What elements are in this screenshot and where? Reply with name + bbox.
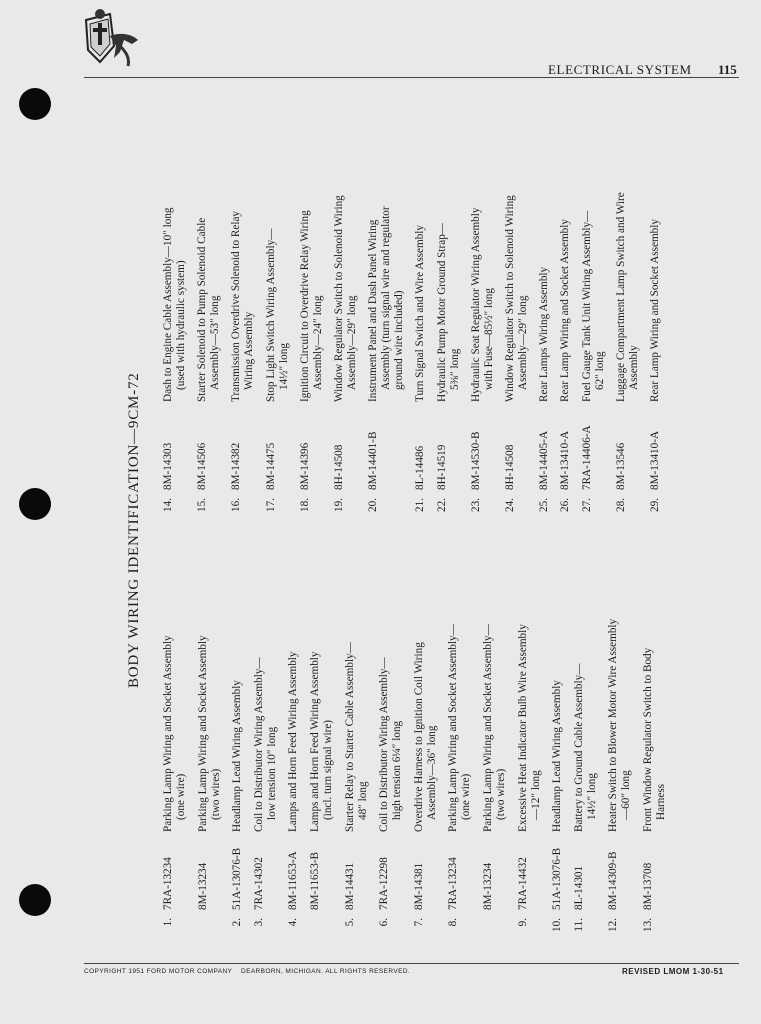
description-line: Parking Lamp Wiring and Socket Assembly—	[482, 624, 494, 832]
part-description	[196, 218, 222, 402]
copyright-notice: COPYRIGHT 1951 FORD MOTOR COMPANY DEARBORN, MICHIGAN. ALL RIGHTS RESERVED.	[84, 968, 411, 975]
description-line: Fuel Gauge Tank Unit Wiring Assembly—	[580, 210, 593, 402]
description-line: Hydraulic Pump Motor Ground Strap—	[435, 223, 448, 402]
part-description	[642, 648, 668, 832]
section-title: ELECTRICAL SYSTEM	[548, 62, 692, 77]
part-number: 8H-14519	[435, 444, 448, 490]
description-line: Coil to Distributor Wiring Assembly—	[252, 657, 265, 832]
description-line: Headlamp Lead Wiring Assembly	[551, 680, 564, 832]
entry-number: 23.	[469, 498, 482, 512]
crest-logo	[80, 6, 142, 70]
description-line: Headlamp Lead Wiring Assembly	[231, 680, 244, 832]
entry-number: 26.	[559, 498, 572, 512]
entry-number: 14.	[162, 498, 174, 512]
part-number: 8M-13546	[614, 442, 627, 490]
description-line: Ignition Circuit to Overdrive Relay Wiring	[298, 210, 311, 402]
description-line: Assembly—24″ long	[311, 295, 324, 390]
description-line: Overdrive Harness to Ignition Coil Wiring	[412, 642, 425, 832]
entry-number: 9.	[516, 918, 529, 927]
part-description	[538, 267, 551, 402]
part-description	[230, 211, 256, 402]
description-line: Luggage Compartment Lamp Switch and Wire	[614, 192, 627, 402]
part-description	[287, 652, 300, 833]
description-line: Wiring Assembly	[243, 311, 256, 390]
part-description	[333, 195, 359, 402]
description-line: low tension 10″ long	[265, 726, 278, 820]
entry-number: 7.	[412, 918, 425, 927]
description-line: (used with hydraulic system)	[175, 260, 187, 390]
part-number: 51A-13076-B	[231, 847, 244, 910]
description-line: Turn Signal Switch and Wire Assembly	[414, 225, 427, 402]
description-line: Dash to Engine Cable Assembly—10″ long	[162, 207, 174, 402]
part-number: 8M-11653-B	[309, 851, 321, 910]
description-line: Assembly—29″ long	[346, 295, 358, 390]
description-line: 62″ long	[593, 351, 606, 390]
description-line: Heater Switch to Blower Motor Wire Assembly	[607, 618, 620, 832]
part-number: 8M-13708	[642, 862, 654, 910]
part-number: 7RA-14302	[252, 857, 265, 910]
part-number: 8H-14508	[333, 444, 345, 490]
part-number: 8M-14405-A	[538, 430, 551, 490]
part-description	[517, 624, 543, 832]
entry-number: 1.	[162, 918, 174, 927]
entry-number: 6.	[378, 918, 391, 927]
part-description	[649, 219, 662, 402]
part-number: 8L-14486	[414, 445, 427, 490]
part-number: 8M-14309-B	[607, 851, 620, 910]
entry-number: 13.	[642, 918, 654, 932]
part-number: 8M-13234	[482, 862, 494, 910]
description-line: Assembly—29″ long	[517, 295, 529, 390]
part-number: 7RA-12298	[378, 857, 391, 910]
description-line: Stop Light Switch Wiring Assembly—	[264, 228, 277, 402]
description-line: 14½″ long	[585, 773, 598, 820]
description-line: Parking Lamp Wiring and Socket Assembly—	[447, 624, 460, 832]
entry-number: 24.	[504, 498, 516, 512]
part-description	[378, 657, 404, 832]
part-description	[559, 219, 572, 402]
part-description	[607, 619, 633, 832]
punch-hole-top	[19, 88, 51, 120]
part-number: 8M-14401-B	[367, 431, 380, 490]
part-number: 8M-14381	[412, 862, 425, 910]
description-line: Starter Relay to Starter Cable Assembly—	[343, 642, 356, 832]
description-line: Assembly	[627, 345, 640, 390]
part-number: 8M-13410-A	[649, 430, 661, 490]
part-description	[265, 229, 291, 402]
entry-number: 19.	[333, 498, 345, 512]
entry-number: 18.	[298, 498, 311, 512]
description-line: Parking Lamp Wiring and Socket Assembly	[196, 635, 209, 832]
entry-number: 16.	[230, 498, 243, 512]
entry-number: 3.	[252, 918, 265, 927]
entry-number: 2.	[231, 918, 244, 927]
part-number: 7RA-13234	[447, 857, 460, 910]
document-title: BODY WIRING IDENTIFICATION—9CM-72	[126, 372, 142, 688]
part-description	[344, 642, 370, 832]
description-line: Assembly—36″ long	[425, 725, 438, 820]
entry-number: 8.	[447, 918, 460, 927]
entry-number: 28.	[614, 498, 627, 512]
entry-number: 22.	[435, 498, 448, 512]
part-description	[504, 195, 530, 402]
description-line: Excessive Heat Indicator Bulb Wire Assembly	[516, 624, 529, 832]
part-description	[615, 192, 641, 402]
description-line: Starter Solenoid to Pump Solenoid Cable	[196, 217, 209, 402]
part-number: 51A-13076-B	[551, 847, 564, 910]
punch-hole-middle	[19, 488, 51, 520]
entry-number: 4.	[287, 918, 300, 927]
part-number: 8M-14530-B	[469, 431, 482, 490]
description-line: Front Window Regulator Switch to Body	[642, 647, 654, 832]
description-line: Rear Lamp Wiring and Socket Assembly	[649, 219, 661, 402]
description-line: Battery to Ground Cable Assembly—	[572, 663, 585, 832]
part-number: 8M-14303	[162, 442, 174, 490]
entry-number: 10.	[551, 918, 564, 932]
entry-number: 29.	[649, 498, 661, 512]
part-number: 8M-14431	[343, 862, 356, 910]
part-number: 7RA-14406-A	[580, 425, 593, 490]
entry-number: 17.	[264, 498, 277, 512]
part-number: 8M-14475	[264, 442, 277, 490]
description-line: Window Regulator Switch to Solenoid Wiring	[504, 195, 516, 402]
part-description	[447, 624, 473, 832]
description-line: Rear Lamp Wiring and Socket Assembly	[559, 219, 572, 402]
description-line: Instrument Panel and Dash Panel Wiring	[367, 219, 380, 402]
part-number: 7RA-14432	[516, 857, 529, 910]
part-description	[162, 635, 188, 832]
part-description	[482, 624, 508, 832]
description-line: 14½″ long	[277, 343, 290, 390]
entry-number: 15.	[196, 498, 209, 512]
description-line: high tension 6¼″ long	[391, 720, 404, 820]
part-number: 8M-14506	[196, 442, 209, 490]
part-description	[367, 206, 406, 402]
description-line: 48″ long	[356, 781, 369, 820]
description-line: Hydraulic Seat Regulator Wiring Assembly	[469, 207, 482, 402]
part-number: 8M-13410-A	[559, 430, 572, 490]
part-description	[309, 652, 335, 833]
description-line: (incl. turn signal wire)	[322, 719, 334, 820]
part-description	[197, 635, 223, 832]
page-number: 115	[718, 62, 737, 77]
part-description	[573, 664, 599, 832]
part-description	[162, 207, 188, 402]
description-line: Assembly (turn signal wire and regulator	[380, 206, 393, 390]
part-description	[253, 657, 279, 832]
description-line: —12″ long	[529, 770, 542, 820]
description-line: Transmission Overdrive Solenoid to Relay	[230, 210, 243, 402]
part-number: 8H-14508	[504, 444, 516, 490]
part-number: 8L-14301	[572, 865, 585, 910]
description-line: (two wires)	[209, 768, 222, 820]
part-description	[414, 225, 427, 402]
description-line: 5⅜″ long	[448, 348, 461, 390]
description-line: Harness	[655, 783, 667, 820]
entry-number: 5.	[343, 918, 356, 927]
part-description	[299, 210, 325, 402]
part-number: 7RA-13234	[162, 857, 174, 910]
description-line: Coil to Distributor Wiring Assembly—	[378, 657, 391, 832]
description-line: Window Regulator Switch to Solenoid Wiring	[333, 195, 345, 402]
entry-number: 21.	[414, 498, 427, 512]
punch-hole-bottom	[19, 884, 51, 916]
entry-number: 12.	[607, 918, 620, 932]
rotated-content	[90, 98, 700, 938]
part-description	[231, 680, 244, 832]
part-description	[413, 642, 439, 832]
description-line: (one wire)	[460, 773, 473, 820]
part-number: 8M-13234	[196, 862, 209, 910]
part-description	[470, 208, 496, 402]
description-line: (one wire)	[175, 773, 187, 820]
part-description	[581, 211, 607, 402]
description-line: ground wire included)	[393, 290, 406, 390]
description-line: Rear Lamps Wiring Assembly	[538, 266, 551, 402]
footer-rule	[84, 963, 739, 964]
entry-number: 27.	[580, 498, 593, 512]
description-line: Lamps and Horn Feed Wiring Assembly	[309, 651, 321, 832]
description-line: Parking Lamp Wiring and Socket Assembly	[162, 635, 174, 832]
entry-number: 20.	[367, 498, 380, 512]
description-line: Assembly—53″ long	[209, 295, 222, 390]
description-line: with Fuse—85½″ long	[482, 288, 495, 390]
part-description	[436, 223, 462, 402]
entry-number: 25.	[538, 498, 551, 512]
entry-number: 11.	[572, 918, 585, 932]
description-line: Lamps and Horn Feed Wiring Assembly	[287, 651, 300, 832]
revision-label: REVISED LMOM 1-30-51	[622, 967, 724, 976]
description-line: —60″ long	[620, 770, 633, 820]
part-number: 8M-14382	[230, 442, 243, 490]
part-number: 8M-14396	[298, 442, 311, 490]
description-line: (two wires)	[495, 768, 507, 820]
part-description	[551, 680, 564, 832]
part-number: 8M-11653-A	[287, 851, 300, 910]
